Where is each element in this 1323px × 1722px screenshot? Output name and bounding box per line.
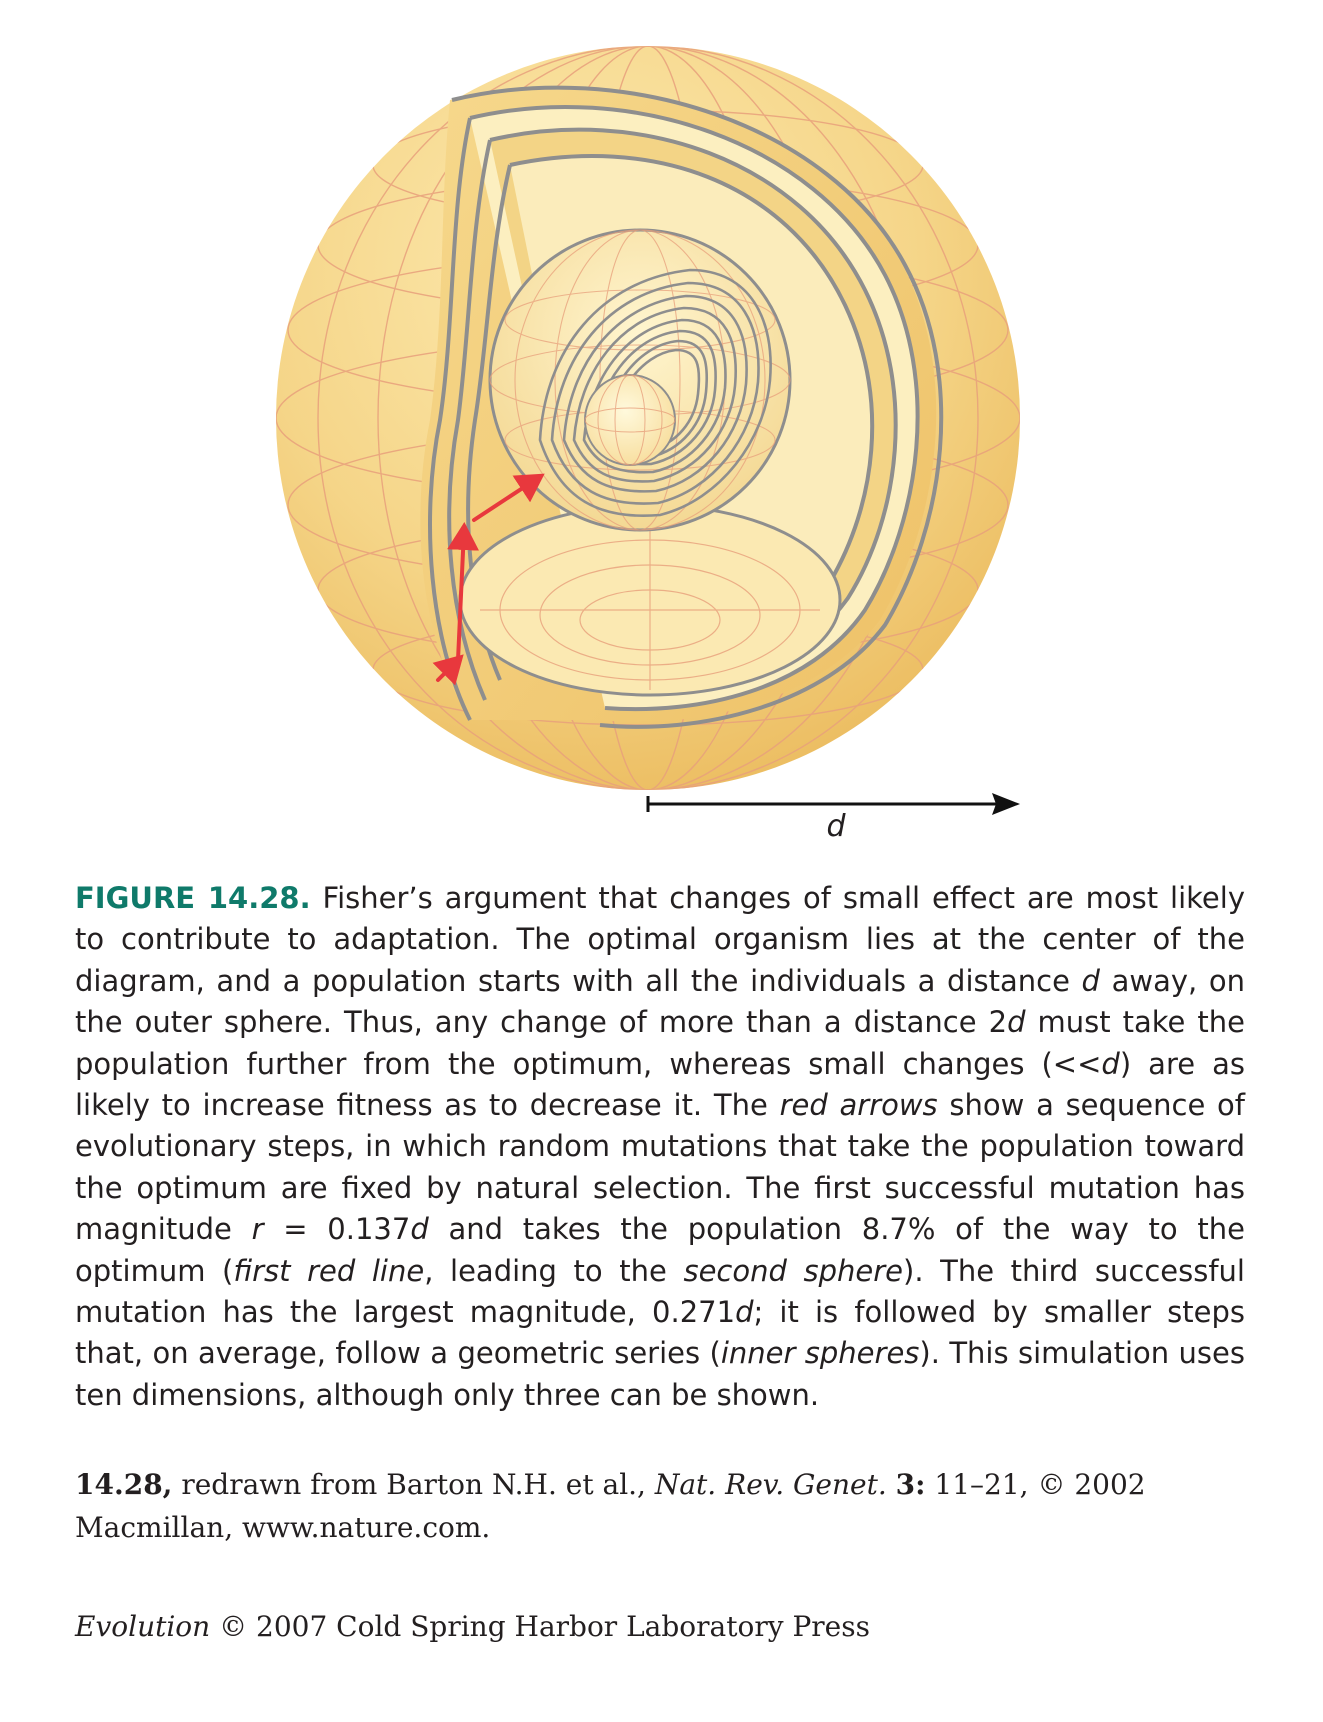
- caption-var-r: r: [251, 1212, 264, 1247]
- caption-text: ) are as likely to increase fitness as to decrease it. The: [75, 1046, 1245, 1123]
- credit-volume: 3:: [895, 1468, 926, 1501]
- figure-label: FIGURE 14.28.: [75, 881, 311, 915]
- figure-credit: [75, 1463, 1245, 1549]
- caption-inner-spheres: inner spheres: [720, 1336, 920, 1371]
- caption-text: must take the population further from the optimum, whereas small changes (<<: [75, 1005, 1245, 1081]
- inner-spheres: [490, 230, 790, 530]
- caption-var-d: d: [1007, 1005, 1026, 1040]
- caption-var-d: d: [1081, 963, 1100, 998]
- caption-text: , leading to the: [424, 1253, 684, 1288]
- caption-red-arrows: red arrows: [779, 1088, 938, 1123]
- credit-figure-number: 14.28,: [75, 1468, 173, 1501]
- caption-var-d: d: [735, 1295, 754, 1330]
- caption-text: and takes the population 8.7% of the way to the optimum (: [75, 1212, 1245, 1288]
- credit-text: redrawn from Barton N.H. et al.,: [172, 1468, 655, 1501]
- caption-var-d: d: [1101, 1046, 1120, 1081]
- lower-inner-sphere: [460, 505, 840, 695]
- distance-label: d: [826, 809, 846, 844]
- caption-text: ; it is followed by smaller steps that, on average, follow a geometric series (: [75, 1295, 1246, 1371]
- caption-text: Fisher’s argument that changes of small effect are most likely to contribute to adaptation. The optimal organism lies at the center of the diagram, and a population starts with all the individuals a distance: [75, 881, 1245, 998]
- caption-text: ). The third successful mutation has the largest magnitude, 0.271: [75, 1253, 1245, 1330]
- caption-text: show a sequence of evolutionary steps, in which random mutations that take the population toward the optimum are fixed by natural selection. The first successful mutation has magnitude: [75, 1088, 1245, 1247]
- credit-text: 11–21, © 2002 Macmillan, www.nature.com.: [75, 1468, 1146, 1544]
- copyright-text: © 2007 Cold Spring Harbor Laboratory Press: [210, 1610, 870, 1643]
- caption-text: = 0.137: [263, 1212, 411, 1247]
- caption-var-d: d: [410, 1212, 429, 1247]
- book-title: Evolution: [75, 1610, 211, 1643]
- core-sphere: [585, 375, 675, 465]
- credit-journal: Nat. Rev. Genet.: [654, 1468, 887, 1501]
- caption-first-red-line: first red line: [233, 1253, 425, 1288]
- caption-text: away, on the outer sphere. Thus, any change of more than a distance 2: [75, 963, 1245, 1040]
- caption-second-sphere: second sphere: [683, 1253, 903, 1288]
- figure-caption: [75, 878, 1245, 1416]
- caption-text: ). This simulation uses ten dimensions, although only three can be shown.: [75, 1336, 1245, 1412]
- book-copyright: [75, 1605, 1245, 1648]
